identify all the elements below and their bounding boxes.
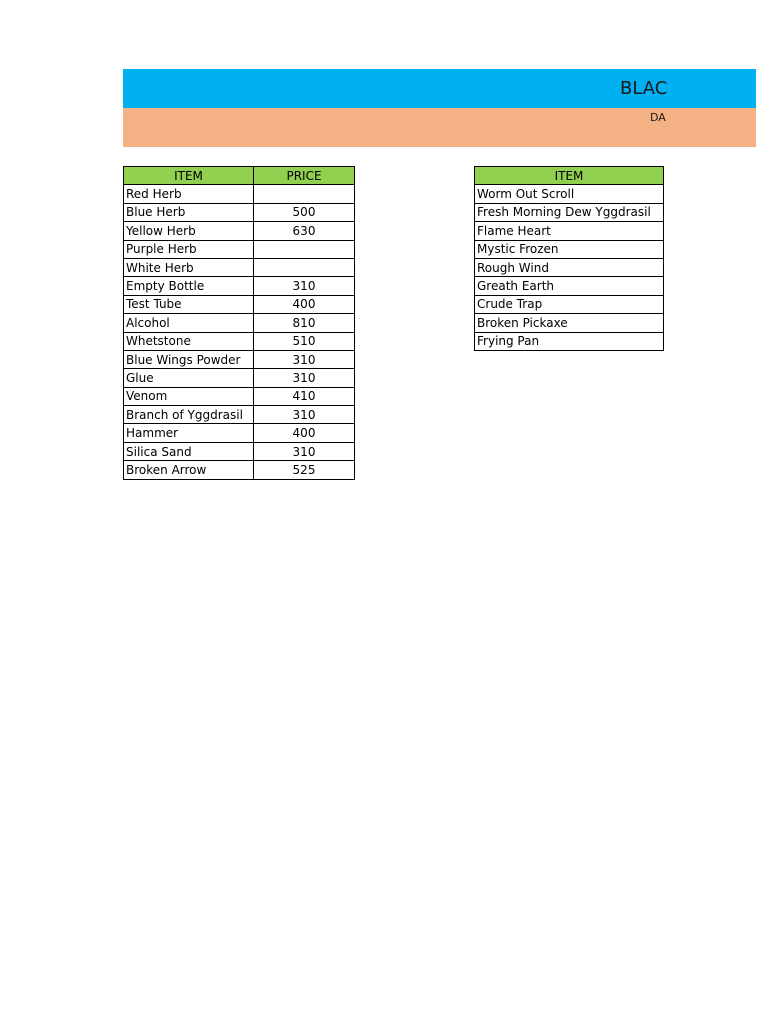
table-row: [475, 258, 664, 276]
column-header-item: ITEM: [475, 167, 664, 185]
price-cell[interactable]: 310: [254, 369, 355, 387]
table-row: [124, 203, 355, 221]
item-cell[interactable]: Yellow Herb: [124, 222, 254, 240]
title-banner: [123, 69, 756, 108]
item-cell[interactable]: Whetstone: [124, 332, 254, 350]
table-row: [124, 406, 355, 424]
sheet-title: BLAC: [620, 78, 668, 99]
price-cell[interactable]: 310: [254, 350, 355, 368]
price-cell[interactable]: 630: [254, 222, 355, 240]
table-row: [124, 461, 355, 479]
table-row: [124, 332, 355, 350]
item-cell[interactable]: Venom: [124, 387, 254, 405]
price-cell[interactable]: [254, 258, 355, 276]
table-row: [475, 185, 664, 203]
table-row: [124, 295, 355, 313]
item-cell[interactable]: Frying Pan: [475, 332, 664, 350]
item-cell[interactable]: Mystic Frozen: [475, 240, 664, 258]
price-cell[interactable]: 310: [254, 277, 355, 295]
table-row: [475, 295, 664, 313]
price-cell[interactable]: [254, 185, 355, 203]
table-row: [475, 314, 664, 332]
item-cell[interactable]: Hammer: [124, 424, 254, 442]
table-row: [124, 442, 355, 460]
price-cell[interactable]: 310: [254, 442, 355, 460]
table-row: [124, 240, 355, 258]
item-cell[interactable]: Test Tube: [124, 295, 254, 313]
item-cell[interactable]: Branch of Yggdrasil: [124, 406, 254, 424]
price-table: [123, 166, 355, 480]
item-cell[interactable]: Empty Bottle: [124, 277, 254, 295]
price-cell[interactable]: 510: [254, 332, 355, 350]
item-cell[interactable]: Flame Heart: [475, 222, 664, 240]
item-cell[interactable]: Fresh Morning Dew Yggdrasil: [475, 203, 664, 221]
table-row: [475, 332, 664, 350]
price-cell[interactable]: 400: [254, 424, 355, 442]
table-row: [124, 258, 355, 276]
item-cell[interactable]: Purple Herb: [124, 240, 254, 258]
item-cell[interactable]: Greath Earth: [475, 277, 664, 295]
price-cell[interactable]: [254, 240, 355, 258]
item-cell[interactable]: Alcohol: [124, 314, 254, 332]
table-row: [124, 387, 355, 405]
table-row: [475, 277, 664, 295]
table-row: [475, 240, 664, 258]
table-row: [124, 277, 355, 295]
item-cell[interactable]: Broken Pickaxe: [475, 314, 664, 332]
price-cell[interactable]: 400: [254, 295, 355, 313]
column-header-item: ITEM: [124, 167, 254, 185]
table-row: [124, 350, 355, 368]
item-cell[interactable]: Rough Wind: [475, 258, 664, 276]
table-row: [124, 369, 355, 387]
table-row: [124, 185, 355, 203]
table-row: [124, 314, 355, 332]
table-row: [124, 424, 355, 442]
item-cell[interactable]: Worm Out Scroll: [475, 185, 664, 203]
item-table: [474, 166, 664, 351]
item-cell[interactable]: Blue Wings Powder: [124, 350, 254, 368]
price-cell[interactable]: 810: [254, 314, 355, 332]
table-header-row: [475, 167, 664, 185]
column-header-price: PRICE: [254, 167, 355, 185]
subtitle-banner: [123, 108, 756, 147]
sheet-subtitle: DA: [650, 111, 666, 124]
item-cell[interactable]: Red Herb: [124, 185, 254, 203]
price-cell[interactable]: 410: [254, 387, 355, 405]
item-cell[interactable]: Crude Trap: [475, 295, 664, 313]
table-row: [475, 222, 664, 240]
item-cell[interactable]: Glue: [124, 369, 254, 387]
item-cell[interactable]: Broken Arrow: [124, 461, 254, 479]
price-cell[interactable]: 310: [254, 406, 355, 424]
table-row: [124, 222, 355, 240]
item-cell[interactable]: White Herb: [124, 258, 254, 276]
price-cell[interactable]: 525: [254, 461, 355, 479]
table-header-row: [124, 167, 355, 185]
price-cell[interactable]: 500: [254, 203, 355, 221]
item-cell[interactable]: Silica Sand: [124, 442, 254, 460]
table-row: [475, 203, 664, 221]
item-cell[interactable]: Blue Herb: [124, 203, 254, 221]
